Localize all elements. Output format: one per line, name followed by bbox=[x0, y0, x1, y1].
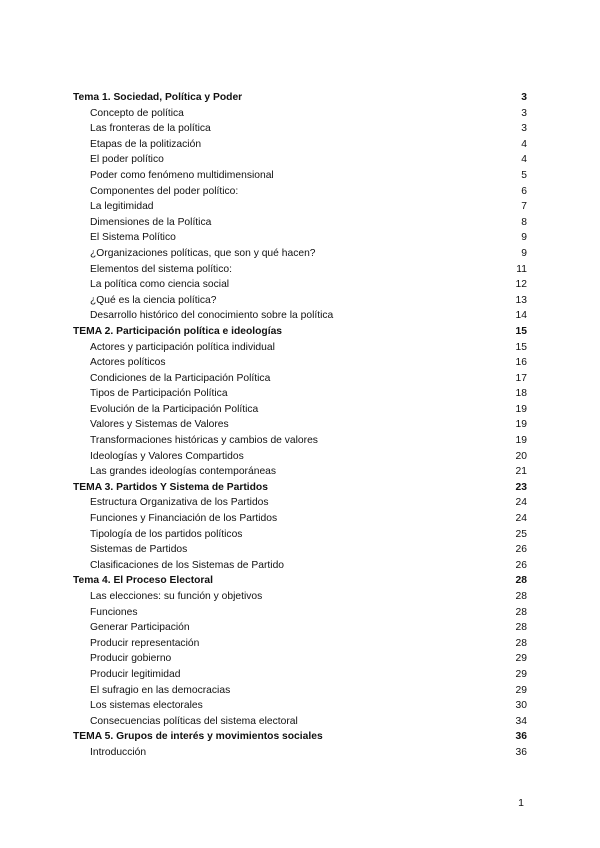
toc-section-entry[interactable] bbox=[73, 199, 527, 215]
toc-entry-page: 29 bbox=[515, 653, 527, 665]
toc-entry-title: TEMA 2. Participación política e ideologías bbox=[73, 325, 283, 337]
toc-entry-title: Actores políticos bbox=[90, 357, 166, 369]
toc-entry-title: Clasificaciones de los Sistemas de Partido bbox=[90, 559, 285, 571]
toc-entry-title: Estructura Organizativa de los Partidos bbox=[90, 497, 269, 509]
toc-entry-page: 34 bbox=[515, 715, 527, 727]
toc-chapter-entry[interactable] bbox=[73, 729, 527, 745]
toc-entry-title: TEMA 5. Grupos de interés y movimientos sociales bbox=[73, 731, 323, 743]
toc-section-entry[interactable] bbox=[73, 714, 527, 730]
toc-entry-title: Valores y Sistemas de Valores bbox=[90, 419, 229, 431]
toc-entry-page: 13 bbox=[515, 294, 527, 306]
toc-section-entry[interactable] bbox=[73, 527, 527, 543]
toc-entry-title: Evolución de la Participación Política bbox=[90, 403, 259, 415]
toc-section-entry[interactable] bbox=[73, 589, 527, 605]
toc-entry-title: Las elecciones: su función y objetivos bbox=[90, 591, 263, 602]
toc-section-entry[interactable] bbox=[73, 184, 527, 200]
toc-section-entry[interactable] bbox=[73, 308, 527, 324]
toc-entry-title: TEMA 3. Partidos Y Sistema de Partidos bbox=[73, 481, 268, 493]
toc-entry-title: Condiciones de la Participación Política bbox=[90, 372, 271, 384]
toc-section-entry[interactable] bbox=[73, 651, 527, 667]
toc-entry-page: 5 bbox=[521, 169, 527, 181]
toc-entry-page: 4 bbox=[521, 154, 527, 166]
toc-section-entry[interactable] bbox=[73, 542, 527, 558]
toc-entry-title: La política como ciencia social bbox=[90, 279, 230, 291]
toc-entry-page: 14 bbox=[515, 310, 527, 322]
toc-entry-title: Consecuencias políticas del sistema electoral bbox=[90, 715, 298, 727]
toc-section-entry[interactable] bbox=[73, 667, 527, 683]
toc-entry-page: 28 bbox=[515, 575, 527, 587]
toc-chapter-entry[interactable] bbox=[73, 573, 527, 589]
toc-section-entry[interactable] bbox=[73, 106, 527, 122]
toc-section-entry[interactable] bbox=[73, 230, 527, 246]
toc-section-entry[interactable] bbox=[73, 137, 527, 153]
toc-entry-page: 23 bbox=[515, 481, 527, 493]
toc-entry-title: Introducción bbox=[90, 746, 147, 758]
toc-entry-page: 19 bbox=[515, 419, 527, 431]
toc-entry-title: Funciones bbox=[90, 606, 138, 618]
toc-entry-page: 21 bbox=[515, 466, 527, 478]
toc-section-entry[interactable] bbox=[73, 386, 527, 402]
toc-entry-title: Poder como fenómeno multidimensional bbox=[90, 169, 274, 181]
toc-section-entry[interactable] bbox=[73, 433, 527, 449]
toc-entry-page: 19 bbox=[515, 403, 527, 415]
toc-entry-page: 36 bbox=[515, 746, 527, 758]
toc-entry-page: 7 bbox=[521, 201, 527, 213]
toc-entry-page: 3 bbox=[521, 123, 527, 135]
toc-chapter-entry[interactable] bbox=[73, 90, 527, 106]
toc-entry-page: 28 bbox=[515, 591, 527, 602]
toc-entry-page: 26 bbox=[515, 544, 527, 556]
toc-entry-title: Componentes del poder político: bbox=[90, 185, 239, 197]
toc-entry-page: 8 bbox=[521, 216, 527, 228]
toc-entry-title: Dimensiones de la Política bbox=[90, 216, 212, 228]
toc-entry-title: Tema 4. El Proceso Electoral bbox=[73, 575, 214, 587]
toc-section-entry[interactable] bbox=[73, 605, 527, 621]
toc-entry-page: 26 bbox=[515, 559, 527, 571]
toc-section-entry[interactable] bbox=[73, 683, 527, 699]
toc-entry-page: 30 bbox=[515, 700, 527, 712]
toc-entry-title: Producir legitimidad bbox=[90, 668, 181, 680]
toc-entry-page: 28 bbox=[515, 637, 527, 649]
toc-section-entry[interactable] bbox=[73, 277, 527, 293]
toc-entry-title: El poder político bbox=[90, 154, 164, 166]
toc-entry-title: Etapas de la politización bbox=[90, 138, 202, 150]
toc-entry-title: Los sistemas electorales bbox=[90, 700, 203, 712]
toc-entry-title: Desarrollo histórico del conocimiento sobre la política bbox=[90, 310, 334, 322]
toc-entry-title: Concepto de política bbox=[90, 107, 184, 119]
toc-entry-title: Tema 1. Sociedad, Política y Poder bbox=[73, 92, 243, 103]
toc-entry-title: Transformaciones históricas y cambios de valores bbox=[90, 435, 318, 447]
toc-entry-title: Las grandes ideologías contemporáneas bbox=[90, 466, 277, 478]
toc-entry-title: El Sistema Político bbox=[90, 232, 176, 244]
toc-entry-page: 6 bbox=[521, 185, 527, 197]
toc-entry-title: Actores y participación política individual bbox=[90, 341, 275, 353]
toc-entry-page: 9 bbox=[521, 247, 527, 259]
toc-section-entry[interactable] bbox=[73, 511, 527, 527]
toc-section-entry[interactable] bbox=[73, 371, 527, 387]
toc-section-entry[interactable] bbox=[73, 246, 527, 262]
toc-entry-title: Tipos de Participación Política bbox=[90, 388, 228, 400]
toc-entry-page: 29 bbox=[515, 668, 527, 680]
toc-section-entry[interactable] bbox=[73, 698, 527, 714]
toc-entry-page: 28 bbox=[515, 606, 527, 618]
toc-section-entry[interactable] bbox=[73, 152, 527, 168]
toc-section-entry[interactable] bbox=[73, 636, 527, 652]
toc-entry-page: 15 bbox=[515, 341, 527, 353]
toc-entry-title: Tipología de los partidos políticos bbox=[90, 528, 243, 540]
toc-entry-page: 36 bbox=[515, 731, 527, 743]
toc-entry-title: Producir gobierno bbox=[90, 653, 172, 665]
toc-entry-page: 28 bbox=[515, 622, 527, 634]
toc-section-entry[interactable] bbox=[73, 215, 527, 231]
page-number: 1 bbox=[518, 797, 524, 809]
toc-entry-page: 18 bbox=[515, 388, 527, 400]
toc-entry-title: ¿Organizaciones políticas, que son y qué hacen? bbox=[90, 247, 316, 259]
toc-section-entry[interactable] bbox=[73, 464, 527, 480]
toc-entry-page: 20 bbox=[515, 450, 527, 462]
toc-section-entry[interactable] bbox=[73, 168, 527, 184]
toc-entry-page: 25 bbox=[515, 528, 527, 540]
toc-section-entry[interactable] bbox=[73, 417, 527, 433]
toc-entry-page: 17 bbox=[515, 372, 527, 384]
toc-section-entry[interactable] bbox=[73, 262, 527, 278]
toc-entry-page: 24 bbox=[515, 497, 527, 509]
toc-section-entry[interactable] bbox=[73, 745, 527, 761]
table-of-contents bbox=[73, 90, 527, 761]
toc-entry-page: 4 bbox=[521, 138, 527, 150]
toc-entry-title: Producir representación bbox=[90, 637, 200, 649]
toc-entry-title: Funciones y Financiación de los Partidos bbox=[90, 513, 278, 525]
toc-entry-page: 3 bbox=[521, 107, 527, 119]
toc-entry-page: 3 bbox=[521, 92, 527, 103]
toc-chapter-entry[interactable] bbox=[73, 324, 527, 340]
toc-entry-page: 24 bbox=[515, 513, 527, 525]
toc-entry-page: 16 bbox=[515, 357, 527, 369]
toc-entry-title: Elementos del sistema político: bbox=[90, 263, 232, 275]
toc-entry-page: 11 bbox=[516, 263, 527, 275]
toc-entry-page: 19 bbox=[515, 435, 527, 447]
toc-entry-page: 12 bbox=[515, 279, 527, 291]
toc-section-entry[interactable] bbox=[73, 121, 527, 137]
toc-section-entry[interactable] bbox=[73, 355, 527, 371]
toc-entry-title: Ideologías y Valores Compartidos bbox=[90, 450, 244, 462]
toc-entry-title: Las fronteras de la política bbox=[90, 123, 211, 135]
toc-entry-title: La legitimidad bbox=[90, 201, 154, 213]
toc-section-entry[interactable] bbox=[73, 449, 527, 465]
toc-entry-page: 15 bbox=[515, 325, 527, 337]
toc-section-entry[interactable] bbox=[73, 620, 527, 636]
toc-section-entry[interactable] bbox=[73, 293, 527, 309]
toc-entry-title: Sistemas de Partidos bbox=[90, 544, 188, 556]
toc-section-entry[interactable] bbox=[73, 402, 527, 418]
toc-chapter-entry[interactable] bbox=[73, 480, 527, 496]
toc-entry-page: 29 bbox=[515, 684, 527, 696]
toc-section-entry[interactable] bbox=[73, 558, 527, 574]
toc-entry-title: ¿Qué es la ciencia política? bbox=[90, 294, 217, 306]
toc-entry-title: El sufragio en las democracias bbox=[90, 684, 231, 696]
toc-entry-page: 9 bbox=[521, 232, 527, 244]
toc-section-entry[interactable] bbox=[73, 340, 527, 356]
toc-section-entry[interactable] bbox=[73, 495, 527, 511]
toc-entry-title: Generar Participación bbox=[90, 622, 190, 634]
